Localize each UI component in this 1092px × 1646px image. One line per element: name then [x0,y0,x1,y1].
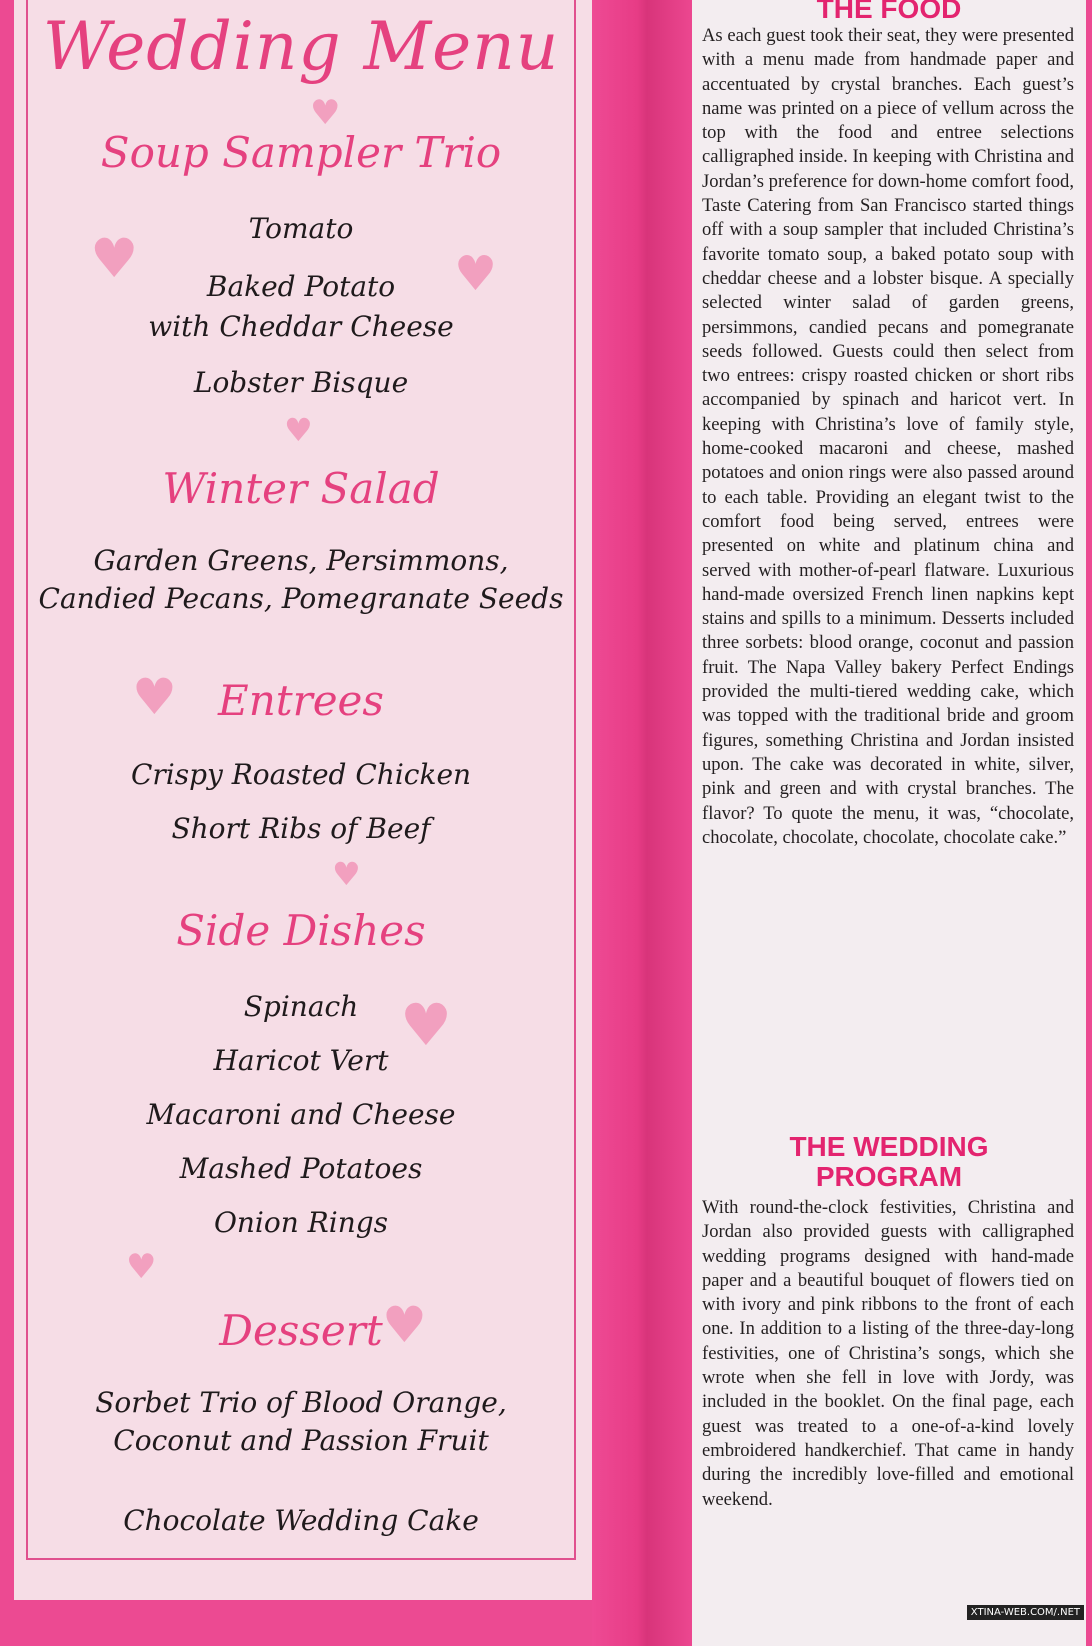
heart-icon: ♥ [382,1296,427,1354]
menu-item: Candied Pecans, Pomegranate Seeds [38,582,564,615]
food-heading: THE FOOD [816,0,962,24]
menu-item: with Cheddar Cheese [148,310,454,343]
section-heading-soup: Soup Sampler Trio [100,128,502,177]
menu-item: Crispy Roasted Chicken [130,758,472,791]
section-heading-salad: Winter Salad [162,464,440,513]
heart-icon: ♥ [284,411,313,449]
wedding-menu-card [14,0,592,1600]
menu-item: Macaroni and Cheese [146,1098,456,1131]
page-gutter [592,0,692,1646]
menu-item: Haricot Vert [213,1044,389,1077]
section-heading-entrees: Entrees [218,676,384,725]
heart-icon: ♥ [400,991,452,1059]
heart-icon: ♥ [126,1247,157,1287]
heart-icon: ♥ [332,855,361,893]
menu-item: Coconut and Passion Fruit [113,1424,489,1457]
heart-icon: ♥ [310,93,341,133]
program-heading-line1: THE WEDDING [789,1131,989,1162]
menu-item: Garden Greens, Persimmons, [93,544,509,577]
program-heading-line2: PROGRAM [815,1161,963,1192]
menu-item: Short Ribs of Beef [171,812,431,845]
menu-item: Sorbet Trio of Blood Orange, [95,1386,507,1419]
food-paragraph: As each guest took their seat, they were presented with a menu made from handmade paper and accentuated by crystal branches. Each guest’s name was printed on a piece of vellum across the top with the food and entree selections calligraphed inside. In keeping with Christina and Jordan’s preference for down-home comfort food, Taste Catering from San Francisco started things off with a soup sampler that included Christina’s favorite tomato soup, a baked potato soup with cheddar cheese and a lobster bisque. A specially selected winter salad of garden greens, persimmons, candied pecans and pomegranate seeds followed. Guests could then select from two entrees: crispy roasted chicken or short ribs accompanied by spinach and haricot vert. In keeping with Christina’s love of family style, home-cooked macaroni and cheese, mashed potatoes and onion rings were also passed around to each table. Providing an elegant twist to the comfort food being served, entrees were presented on white and platinum china and served with mother-of-pearl flatware. Luxurious hand-made oversized French linen napkins kept stains and spills to a minimum. Desserts included three sorbets: blood orange, coconut and passion fruit. The Napa Valley bakery Perfect Endings provided the multi-tiered wedding cake, which was topped with the traditional bride and groom figures, something Christina and Jordan insisted upon. The cake was decorated in white, silver, pink and green and with crystal branches. The flavor? To quote the menu, it was, “chocolate, chocolate, chocolate, chocolate, chocolate cake.” [702,25,1074,848]
program-paragraph: With round-the-clock festivities, Christina and Jordan also provided guests with calligraphed wedding programs designed with hand-made paper and a beautiful bouquet of flowers tied on with ivory and pink ribbons to the front of each one. In addition to a listing of the three-day-long festivities, one of Christina’s songs, which she wrote when she fell in love with Jordy, was included in the booklet. On the final page, each guest was treated to a one-of-a-kind lovely embroidered handkerchief. That came in handy during the incredibly love-filled and emotional weekend. [702,1197,1074,1510]
menu-item: Onion Rings [213,1206,389,1239]
article-column [692,0,1086,1646]
menu-item: Tomato [248,212,354,245]
heart-icon: ♥ [454,246,498,302]
menu-item: Chocolate Wedding Cake [123,1504,479,1537]
menu-title: Wedding Menu [42,8,560,85]
menu-item: Lobster Bisque [193,366,409,399]
section-heading-dessert: Dessert [219,1306,383,1355]
menu-item: Mashed Potatoes [179,1152,423,1185]
heart-icon: ♥ [90,227,139,290]
watermark: XTINA-WEB.COM/.NET [967,1605,1084,1620]
menu-item: Baked Potato [206,270,396,303]
section-heading-sides: Side Dishes [176,906,426,955]
heart-icon: ♥ [132,668,177,726]
menu-item: Spinach [243,990,359,1023]
